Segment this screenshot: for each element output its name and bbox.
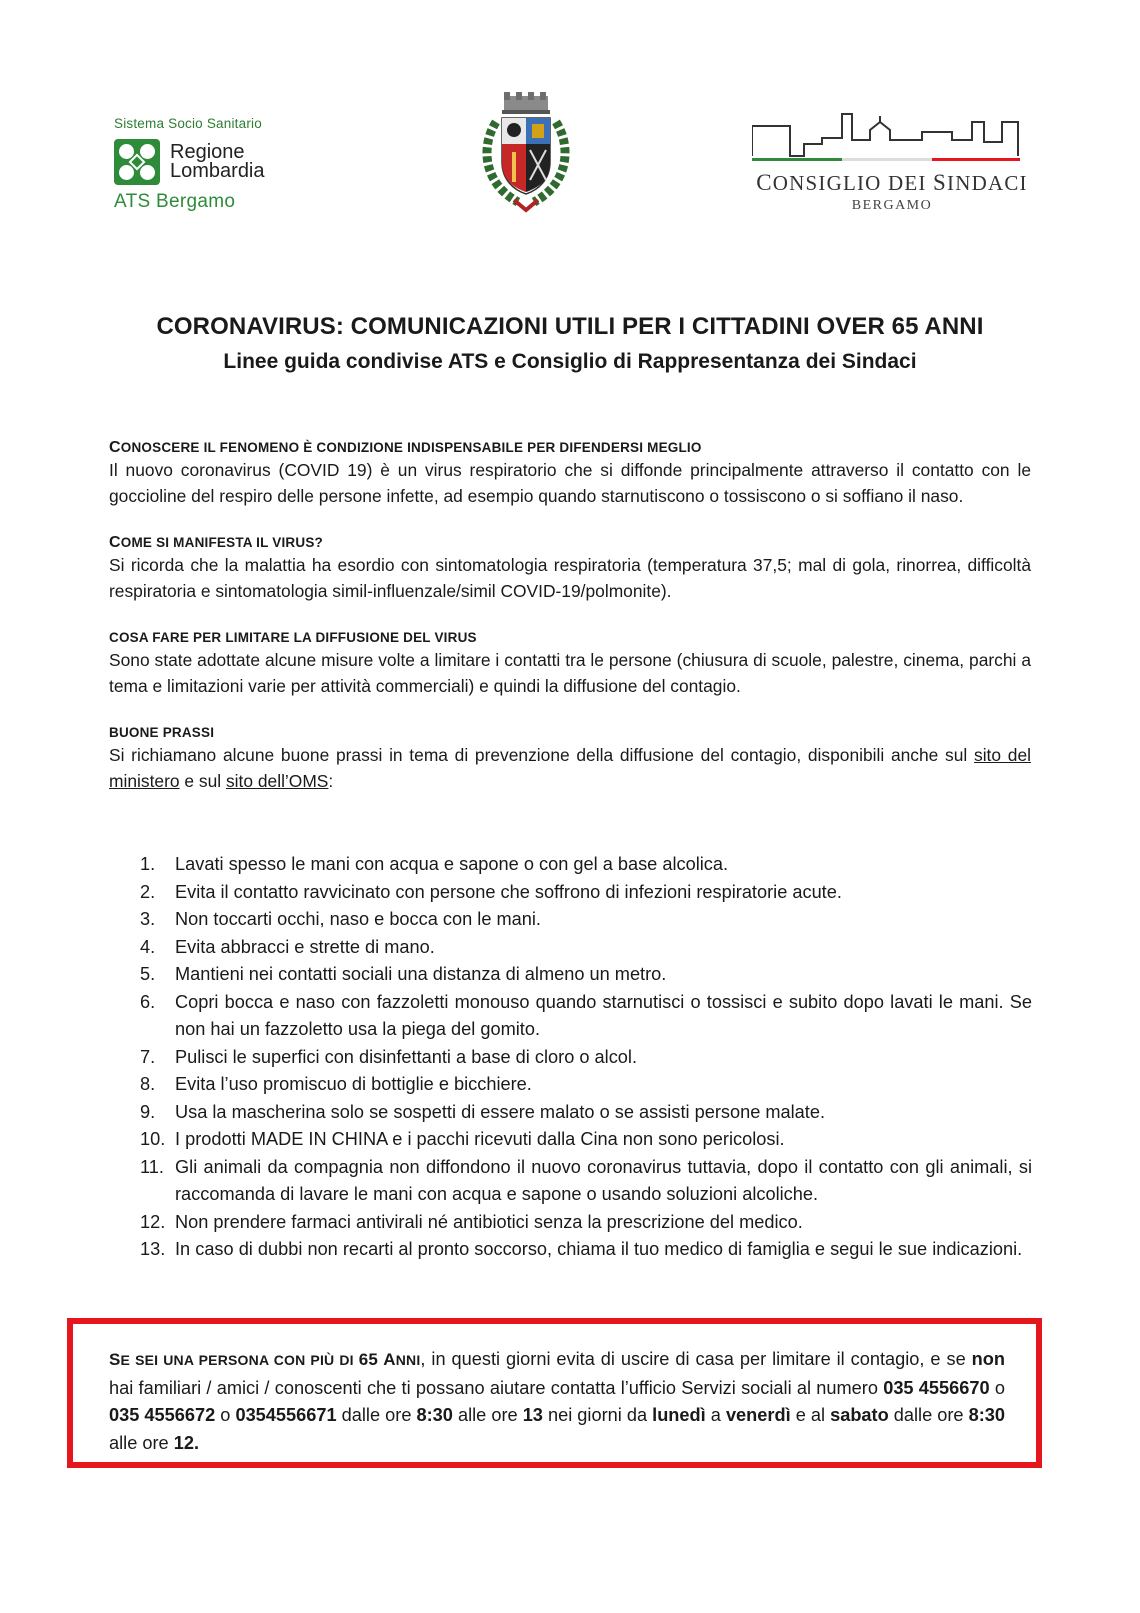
page-title: CORONAVIRUS: COMUNICAZIONI UTILI PER I CITTADINI OVER 65 ANNI xyxy=(156,313,984,340)
phone-number: 035 4556670 xyxy=(883,1377,990,1398)
consiglio-sindaci-logo xyxy=(752,112,1032,214)
notice-lead: SE SEI UNA PERSONA CON PIÙ DI 65 ANNI xyxy=(109,1350,421,1369)
good-practices-list xyxy=(140,851,1032,1264)
section-heading: COME SI MANIFESTA IL VIRUS? xyxy=(109,534,323,551)
logo-left-line1: Sistema Socio Sanitario xyxy=(114,116,262,131)
over65-notice-text: SE SEI UNA PERSONA CON PIÙ DI 65 ANNI, in questi giorni evita di uscire di casa per limitare il contagio, e se non hai familiari / amici / conoscenti che ti possano aiutare contatta l’ufficio Servizi sociali al numero 035 4556670 o 035 4556672 o 0354556671 dalle ore 8:30 alle ore 13 nei giorni da lunedì a venerdì e al sabato dalle ore 8:30 alle ore 12. xyxy=(109,1349,1006,1453)
list-item: 9. Usa la mascherina solo se sospetti di essere malato o se assisti persone malate. xyxy=(140,1101,826,1122)
list-item: 6. Copri bocca e naso con fazzoletti monouso quando starnutisci o tossisci e subito dopo lavati le mani. Se non hai un fazzoletto usa la piega del gomito. xyxy=(140,991,1032,1039)
section-conoscere xyxy=(109,438,1031,509)
ministero-link[interactable]: sito del ministero xyxy=(109,745,1031,791)
over65-notice-box xyxy=(67,1318,1042,1468)
list-item: 11. Gli animali da compagnia non diffondono il nuovo coronavirus tuttavia, dopo il contatto con gli animali, si raccomanda di lavare le mani con acqua e sapone o usando soluzioni alcoliche. xyxy=(140,1156,1032,1204)
list-item: 12. Non prendere farmaci antivirali né antibiotici senza la prescrizione del medico. xyxy=(140,1211,803,1232)
phone-number: 0354556671 xyxy=(235,1405,337,1425)
oms-link[interactable]: sito dell’OMS xyxy=(225,770,329,791)
municipal-crest-icon xyxy=(478,92,574,214)
section-paragraph: Si ricorda che la malattia ha esordio con sintomatologia respiratoria (temperatura 37,5; mal di gola, rinorrea, difficoltà respiratoria e sintomatologia simil-influenzale/simil COVID-19/polmonite). xyxy=(109,555,1031,601)
logo-left-line3: Lombardia xyxy=(170,160,265,182)
page-subtitle: Linee guida condivise ATS e Consiglio di Rappresentanza dei Sindaci xyxy=(223,350,917,373)
list-item: 13. In caso di dubbi non recarti al pronto soccorso, chiama il tuo medico di famiglia e segui le sue indicazioni. xyxy=(140,1239,1023,1259)
document-body xyxy=(109,438,1031,818)
section-limitare xyxy=(109,628,1031,699)
consiglio-sindaci-city: BERGAMO xyxy=(851,198,933,213)
phone-number: 035 4556672 xyxy=(109,1405,216,1425)
section-heading: CONOSCERE IL FENOMENO È CONDIZIONE INDISPENSABILE PER DIFENDERSI MEGLIO xyxy=(109,439,702,456)
list-item: 10. I prodotti MADE IN CHINA e i pacchi ricevuti dalla Cina non sono pericolosi. xyxy=(140,1129,785,1149)
section-paragraph: Si richiamano alcune buone prassi in tema di prevenzione della diffusione del contagio, disponibili anche sul sito del ministero e sul sito dell’OMS: xyxy=(109,745,1031,791)
logo-left-line4: ATS Bergamo xyxy=(114,191,236,212)
consiglio-sindaci-title: CONSIGLIO DEI SINDACI xyxy=(756,170,1028,195)
section-heading: BUONE PRASSI xyxy=(109,725,215,740)
section-buone-prassi xyxy=(109,723,1031,794)
list-item: 2. Evita il contatto ravvicinato con persone che soffrono di infezioni respiratorie acute. xyxy=(140,881,842,902)
logo-left-line2: Regione xyxy=(170,141,245,163)
section-paragraph: Il nuovo coronavirus (COVID 19) è un virus respiratorio che si diffonde principalmente attraverso il contatto con le goccioline del respiro delle persone infette, ad esempio quando starnutiscono o tossiscono o si soffiano il naso. xyxy=(109,460,1031,506)
city-skyline-icon xyxy=(752,112,1022,164)
section-heading: COSA FARE PER LIMITARE LA DIFFUSIONE DEL VIRUS xyxy=(109,630,477,645)
lombardia-rose-icon xyxy=(114,139,160,185)
list-item: 1. Lavati spesso le mani con acqua e sapone o con gel a base alcolica. xyxy=(140,854,729,874)
list-item: 3. Non toccarti occhi, naso e bocca con le mani. xyxy=(140,909,541,929)
list-item: 7. Pulisci le superfici con disinfettanti a base di cloro o alcol. xyxy=(140,1046,637,1067)
list-item: 4. Evita abbracci e strette di mano. xyxy=(140,936,435,957)
ats-bergamo-logo xyxy=(114,116,304,213)
section-paragraph: Sono state adottate alcune misure volte a limitare i contatti tra le persone (chiusura di scuole, palestre, cinema, parchi a tema e limitazioni varie per attività commerciali) e quindi la diffusione del contagio. xyxy=(109,650,1031,696)
list-item: 5. Mantieni nei contatti sociali una distanza di almeno un metro. xyxy=(140,964,667,984)
list-item: 8. Evita l’uso promiscuo di bottiglie e bicchiere. xyxy=(140,1074,532,1094)
section-manifesta xyxy=(109,533,1031,604)
